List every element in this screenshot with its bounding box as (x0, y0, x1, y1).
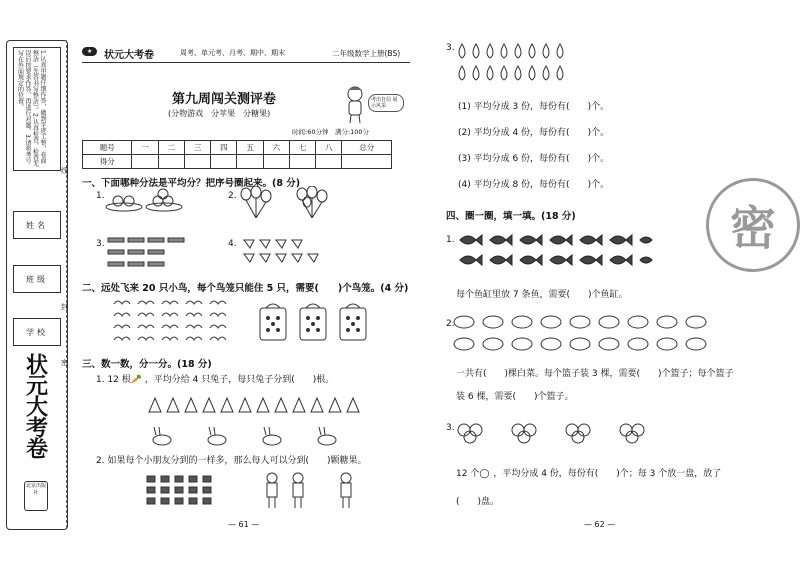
section-1-title: 一、下面哪种分法是平均分？把序号圈起来。(8 分) (82, 178, 301, 189)
page-title: 第九周闯关测评卷 (172, 92, 277, 107)
school-field[interactable] (13, 318, 61, 346)
r-p3-label: 3. (446, 423, 455, 433)
badminton-illustration (240, 236, 330, 272)
s1-label-2: 2. (228, 191, 237, 201)
r-p3-text-b: ，平均分成 4 份，每份有( )个；每 3 个放一盘，放了 (493, 469, 722, 479)
rq3-item-3: (3) 平均分成 6 份，每份有( )个。 (458, 154, 610, 164)
rq3-item-2: (2) 平均分成 4 份，每份有( )个。 (458, 128, 610, 138)
rq3-item-4: (4) 平均分成 8 份，每份有( )个。 (458, 180, 610, 190)
carrot-icon: 🥕 (130, 375, 142, 385)
side-mark-feng: 封 (61, 303, 68, 311)
confidential-stamp (706, 178, 800, 272)
score-cell[interactable] (342, 155, 392, 169)
side-mark-mi: 密 (61, 359, 68, 367)
s1-label-1: 1. (96, 191, 105, 201)
balloons-illustration (238, 186, 334, 226)
pencils-illustration (106, 234, 186, 274)
score-col-1: 一 (132, 141, 158, 155)
s1-label-4: 4. (228, 239, 237, 249)
apple-plates-illustration (104, 188, 184, 216)
name-field[interactable] (13, 211, 61, 239)
s3-q1-rest: ，平均分给 4 只兔子，每只兔子分到( )根。 (144, 375, 335, 385)
section-4-title: 四、圈一圈，填一填。(18 分) (446, 211, 576, 222)
confidential-stamp-text: 密 (730, 201, 776, 255)
score-cell[interactable] (289, 155, 315, 169)
binding-strip (6, 40, 68, 530)
fish-illustration (456, 232, 656, 276)
score-table-header-row (83, 141, 392, 155)
s1-label-3: 3. (96, 239, 105, 249)
apple-icon: ◯ (479, 469, 490, 479)
score-table (82, 140, 392, 169)
publisher-logo (24, 481, 48, 511)
score-cell[interactable] (211, 155, 237, 169)
rabbits-illustration (150, 426, 350, 450)
score-cell[interactable] (132, 155, 158, 169)
score-col-2: 二 (158, 141, 184, 155)
birds-illustration (110, 296, 260, 350)
header-logo-badge: ★ (82, 47, 97, 56)
score-cell[interactable] (184, 155, 210, 169)
candies-illustration (145, 474, 245, 512)
water-drops-illustration (454, 42, 574, 90)
rq3-item-1: (1) 平均分成 3 份，每份有( )个。 (458, 102, 610, 112)
score-cell[interactable] (316, 155, 342, 169)
r-p2-label: 2. (446, 319, 455, 329)
birdcages-illustration (258, 300, 388, 346)
score-row-label: 得分 (83, 155, 132, 169)
mascot-figure (340, 84, 370, 124)
score-col-8: 八 (316, 141, 342, 155)
score-col-total: 总分 (342, 141, 392, 155)
score-cell[interactable] (158, 155, 184, 169)
score-cell[interactable] (263, 155, 289, 169)
score-col-label: 题号 (83, 141, 132, 155)
page-number-left: — 61 — (228, 520, 260, 529)
page-header (82, 44, 410, 63)
time-info: 时间:60分钟 满分:100分 (292, 128, 370, 136)
r-p3-text-c: ( )盘。 (456, 497, 500, 507)
r-p3-line (456, 470, 721, 479)
r-p2-text-a: 一共有( )棵白菜。每个篮子装 3 棵，需要( )个篮子；每个篮子 (456, 369, 734, 379)
r-p3-text-a: 12 个 (456, 469, 480, 479)
page-number-right: — 62 — (584, 520, 616, 529)
r-p2-text-b: 装 6 棵，需要( )个篮子。 (456, 392, 574, 402)
r-p1-label: 1. (446, 235, 455, 245)
score-col-7: 七 (289, 141, 315, 155)
apples-illustration (456, 418, 656, 448)
class-field-label: 班级 (26, 274, 48, 284)
rq3-label: 3. (446, 43, 455, 53)
score-table-score-row (83, 155, 392, 169)
publisher-logo-text: 北京出版社 (25, 483, 46, 496)
name-field-label: 姓名 (26, 220, 48, 230)
header-exam-types: 周考、单元考、月考、期中、期末 (180, 49, 285, 57)
class-field[interactable] (13, 265, 61, 293)
page-subtitle: (分物游戏 分苹果 分糖果) (168, 109, 271, 118)
s3-q1-lead: 1. 12 根 (96, 375, 131, 385)
score-col-5: 五 (237, 141, 263, 155)
brand-logo-vertical: 状元大考卷 (22, 353, 48, 458)
section-3-title: 三、数一数，分一分。(18 分) (82, 359, 212, 370)
s3-q1 (96, 376, 334, 385)
children-illustration (262, 470, 372, 514)
exam-notes (13, 47, 61, 171)
school-field-label: 学校 (26, 327, 48, 337)
mascot-speech-bubble: 考出自信 展示风采 (368, 94, 404, 112)
score-col-3: 三 (184, 141, 210, 155)
score-col-6: 六 (263, 141, 289, 155)
r-p1-text: 每个鱼缸里放 7 条鱼，需要( )个鱼缸。 (456, 290, 628, 300)
score-col-4: 四 (211, 141, 237, 155)
section-2-title: 二、远处飞来 20 只小鸟，每个鸟笼只能住 5 只，需要( )个鸟笼。(4 分) (82, 283, 409, 294)
cut-line (66, 40, 67, 528)
header-brand: 状元大考卷 (104, 50, 154, 61)
cabbages-illustration (452, 314, 722, 358)
carrots-illustration (145, 394, 375, 420)
exam-notes-text: 1.认真审题仔细作答，做到字迹工整，卷面整洁（先答书写整洁）。2.认真检查，检查无误后按要求作答，再进行对题。3.请将考号写在外面规定的位置。 (16, 50, 46, 167)
score-cell[interactable] (237, 155, 263, 169)
side-mark-xian: 线 (61, 167, 68, 175)
header-book: 二年级数学上册(BS) (332, 49, 401, 58)
s3-q2: 2. 如果每个小朋友分到的一样多，那么每人可以分到( )颗糖果。 (96, 456, 367, 466)
